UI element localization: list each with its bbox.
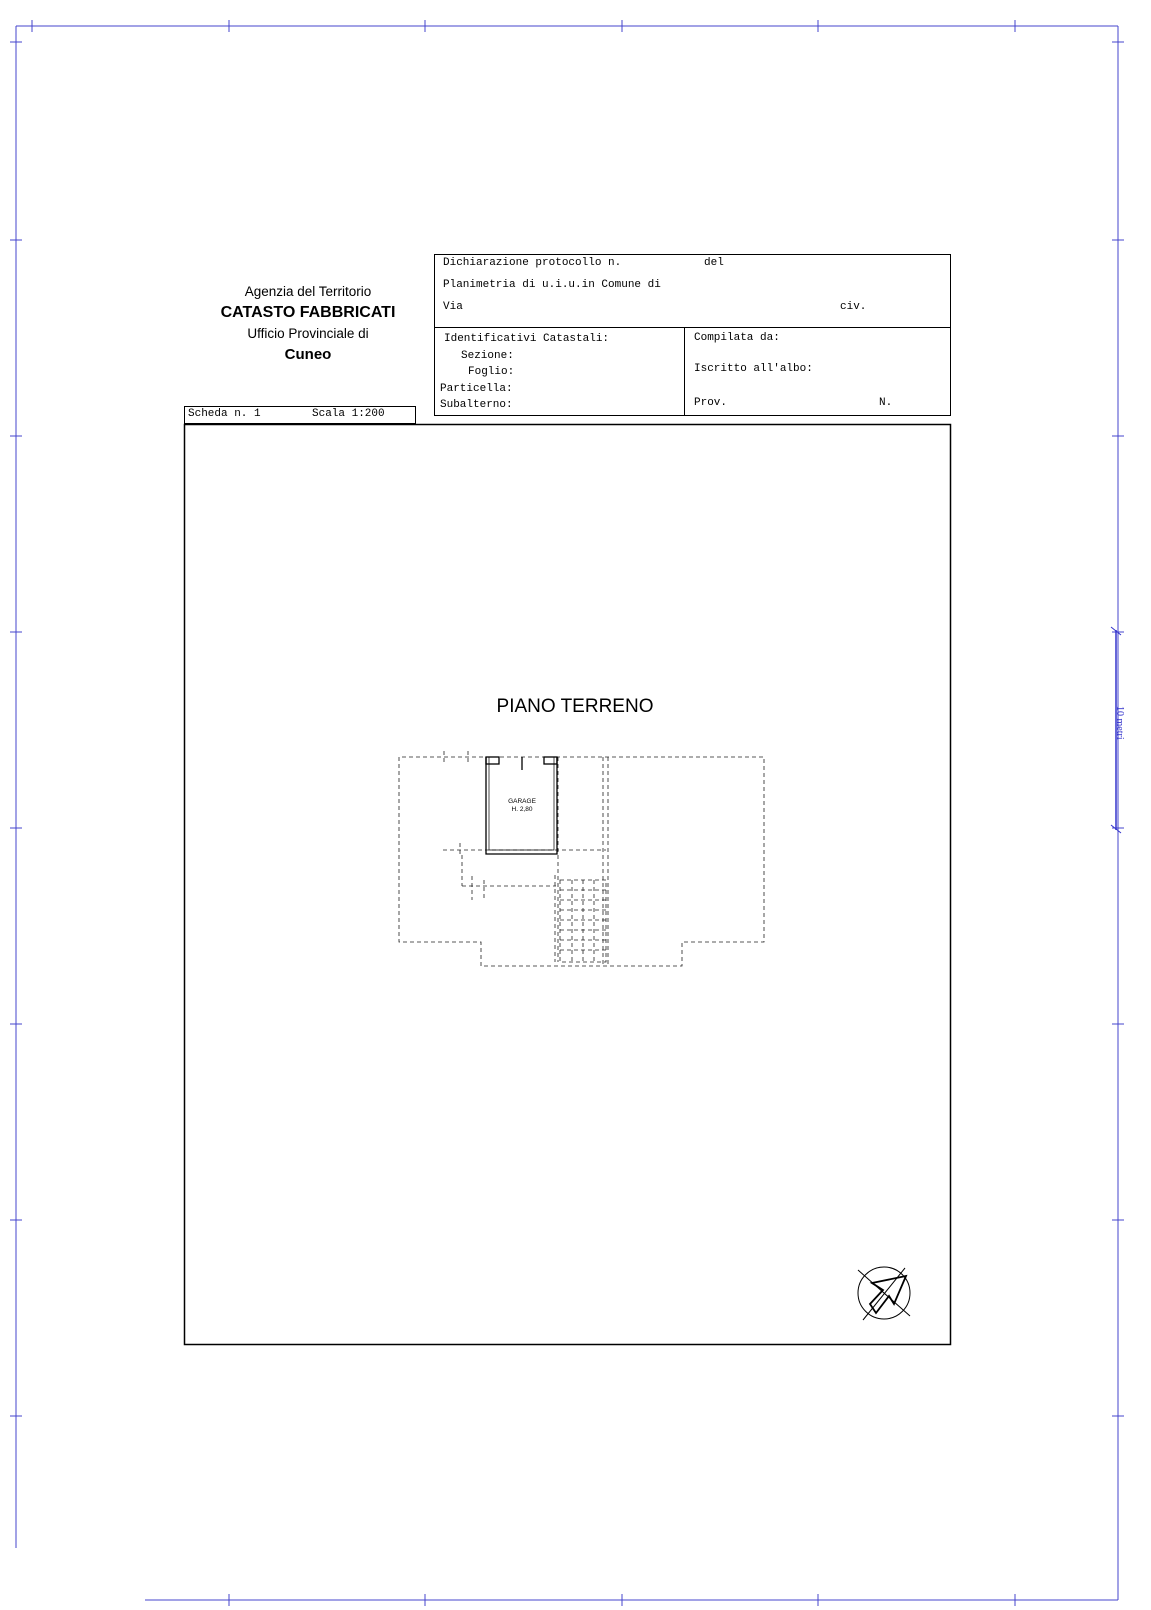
n-label: N. bbox=[879, 397, 893, 409]
agency-name: Agenzia del Territorio bbox=[244, 284, 372, 299]
catasto-title: CATASTO FABBRICATI bbox=[220, 304, 396, 321]
compilata-label: Compilata da: bbox=[694, 332, 780, 344]
identifiers-title: Identificativi Catastali: bbox=[444, 333, 610, 345]
particella-label: Particella: bbox=[440, 383, 513, 395]
planimetria-label: Planimetria di u.i.u.in Comune di bbox=[443, 279, 661, 291]
scale-bar-label: 10 metri bbox=[1114, 706, 1125, 740]
sezione-label: Sezione: bbox=[461, 350, 514, 362]
scale-ratio: Scala 1:200 bbox=[312, 408, 385, 420]
scheda-label: Scheda n. 1 bbox=[188, 408, 261, 420]
via-label: Via bbox=[443, 301, 463, 313]
north-arrow-icon bbox=[858, 1267, 910, 1320]
iscritto-label: Iscritto all'albo: bbox=[694, 363, 813, 375]
foglio-label: Foglio: bbox=[468, 366, 515, 378]
del-label: del bbox=[704, 257, 724, 269]
civ-label: civ. bbox=[840, 301, 867, 313]
plan-title: PIANO TERRENO bbox=[496, 696, 654, 717]
garage-name: GARAGE bbox=[508, 798, 536, 805]
garage-height: H. 2,80 bbox=[511, 806, 533, 813]
city-name: Cuneo bbox=[284, 346, 332, 363]
protocol-label: Dichiarazione protocollo n. bbox=[443, 257, 622, 269]
subalterno-label: Subalterno: bbox=[440, 399, 513, 411]
office-label: Ufficio Provinciale di bbox=[247, 326, 369, 341]
floor-plan bbox=[399, 751, 764, 966]
garage-label bbox=[493, 798, 551, 814]
prov-label: Prov. bbox=[694, 397, 728, 409]
